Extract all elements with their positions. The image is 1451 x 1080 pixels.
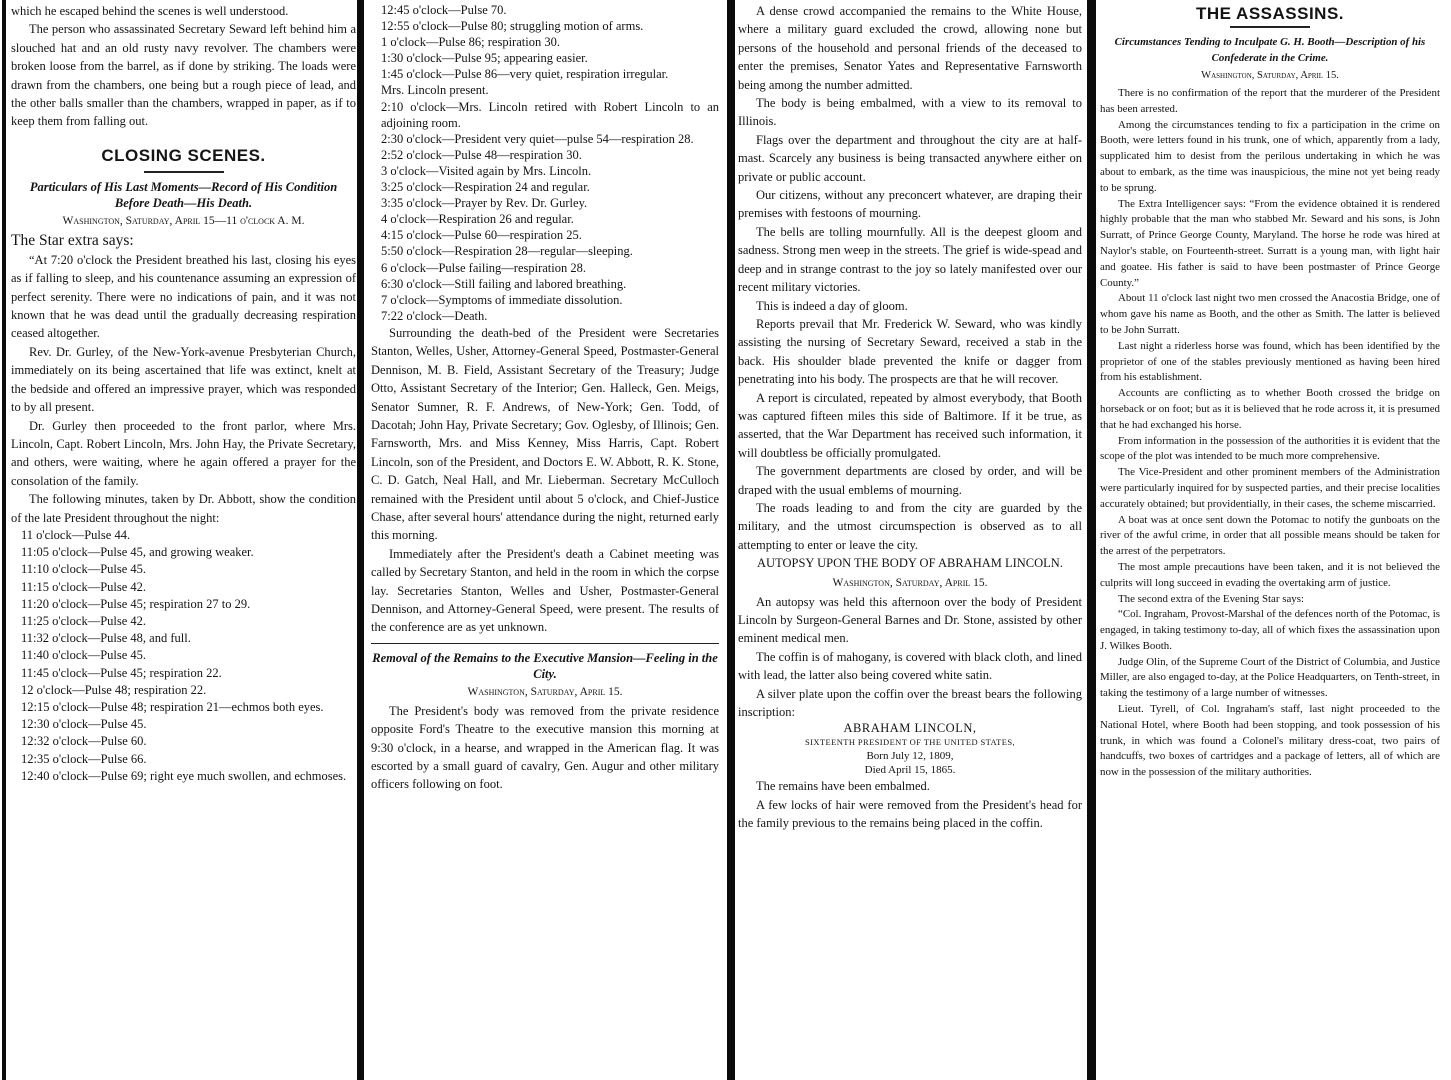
divider (144, 171, 224, 173)
paragraph: “At 7:20 o'clock the President breathed his last, closing his eyes as if falling to sleep, and his countenance assuming an expression of perfect serenity. There were no indications of pain, and it was not known that he was dead until the gradually decreasing respiration ceased altogether. (11, 252, 356, 341)
paragraph: Surrounding the death-bed of the President were Secretaries Stanton, Welles, Usher, Attorney-General Speed, Postmaster-General Dennison, M. B. Field, Assistant Secretary of the Treasury; Judge Otto, Assistant Secretary of the Interior; Gen. Halleck, Gen. Meigs, Senator Sumner, R. F. Andrews, of New-York; Gen. Todd, of Dacotah; John Hay, Private Secretary; Gov. Oglesby, of Illinois; Gen. Farnsworth, Mrs. and Miss Kenney, Miss Harris, Capt. Robert Lincoln, son of the President, and Doctors E. W. Abbott, R. K. Stone, C. D. Gatch, Neal Hall, and Mr. Lieberman. Secretary McCulloch remained with the President until about 5 o'clock, and Chief-Justice Chase, after several hours' attendance during the night, returned early this morning. (371, 325, 719, 543)
log-entry: 12:30 o'clock—Pulse 45. (21, 717, 147, 732)
paragraph: The government departments are closed by order, and will be draped with the usual emblems of mourning. (738, 464, 1082, 497)
pulse-log (11, 527, 356, 785)
column-3 (738, 0, 1082, 1080)
section-heading: AUTOPSY UPON THE BODY OF ABRAHAM LINCOLN. (757, 556, 1063, 571)
paragraph: Our citizens, without any preconcert whatever, are draping their premises with festoons of mourning. (738, 188, 1082, 221)
paragraph: From information in the possession of the authorities it is evident that the scope of the plot was intended to be much more comprehensive. (1100, 434, 1440, 463)
log-entry: 12:45 o'clock—Pulse 70. (381, 3, 507, 17)
log-entry: 6:30 o'clock—Still failing and labored breathing. (381, 276, 627, 291)
dateline: Washington, Saturday, April 15. (832, 576, 988, 589)
log-entry: 12:15 o'clock—Pulse 48; respiration 21—echmos both eyes. (21, 699, 324, 714)
log-entry: 3:25 o'clock—Respiration 24 and regular. (381, 180, 590, 195)
headline: THE ASSASSINS. (1195, 4, 1345, 23)
subheadline: Particulars of His Last Moments—Record of His Condition Before Death—His Death. (29, 179, 338, 210)
paragraph: The Vice-President and other prominent members of the Administration were particularly inquired for by suspected parties, and their precise localities accurately obtained; but providentially, in their cases, the scheme miscarried. (1100, 466, 1440, 510)
log-entry: 1:30 o'clock—Pulse 95; appearing easier. (381, 51, 588, 66)
column-rule (727, 0, 735, 1080)
log-entry: 11:45 o'clock—Pulse 45; respiration 22. (21, 665, 222, 680)
log-entry: 11 o'clock—Pulse 44. (21, 527, 131, 542)
log-entry: 6 o'clock—Pulse failing—respiration 28. (381, 260, 586, 275)
log-entry: 12 o'clock—Pulse 48; respiration 22. (21, 682, 207, 697)
log-entry: 3 o'clock—Visited again by Mrs. Lincoln. (381, 163, 592, 178)
log-entry: 12:40 o'clock—Pulse 69; right eye much swollen, and echmoses. (21, 768, 347, 783)
column-rule (2, 0, 6, 1080)
log-entry: 12:55 o'clock—Pulse 80; struggling motion of arms. (381, 19, 644, 34)
paragraph: The remains have been embalmed. (756, 779, 930, 794)
paragraph: Judge Olin, of the Supreme Court of the District of Columbia, and Justice Miller, are also engaged to-day, at the Police Headquarters, on Tenth-street, in taking the testimony of a large number of witnesses. (1100, 655, 1440, 700)
paragraph: A dense crowd accompanied the remains to the White House, where a military guard excluded the crowd, allowing none but persons of the household and personal friends of the deceased to enter the premises, Senator Yates and Representative Farnsworth being among the number admitted. (738, 4, 1082, 92)
paragraph: The coffin is of mahogany, is covered with black cloth, and lined with lead, the latter also being covered white satin. (738, 649, 1082, 683)
paragraph: The President's body was removed from the private residence opposite Ford's Theatre to the executive mansion this morning at 9:30 o'clock, in a hearse, and wrapped in the American flag. It was escorted by a small guard of cavalry, Gen. Augur and other military officers following on foot. (371, 703, 719, 792)
log-entry: 4 o'clock—Respiration 26 and regular. (381, 212, 574, 227)
inscription-died: Died April 15, 1865. (864, 764, 956, 777)
paragraph: Accounts are conflicting as to whether Booth crossed the bridge on horseback or on foot; but as it is believed that he rode across it, it is presumed that he had exchanged his horse. (1100, 387, 1440, 431)
paragraph: Flags over the department and throughout the city are at half-mast. Scarcely any business is being transacted anywhere either on private or public account. (738, 132, 1082, 184)
log-entry: 11:05 o'clock—Pulse 45, and growing weaker. (21, 545, 254, 560)
dateline: Washington, Saturday, April 15. (1201, 70, 1339, 81)
log-entry: 12:35 o'clock—Pulse 66. (21, 751, 147, 766)
log-entry: 7 o'clock—Symptoms of immediate dissolution. (381, 292, 623, 307)
paragraph: A silver plate upon the coffin over the breast bears the following inscription: (738, 686, 1082, 720)
log-entry: 12:32 o'clock—Pulse 60. (21, 734, 147, 749)
paragraph: Lieut. Tyrell, of Col. Ingraham's staff, last night proceeded to the National Hotel, where Booth had been stopping, and took possession of his trunk, in which was found a Colonel's military dress-coat, two pairs of handcuffs, two boxes of cartridges and a package of letters, all of which are now in the possession of the military authorities. (1100, 703, 1440, 779)
dateline: Washington, Saturday, April 15. (467, 685, 623, 698)
log-entry: Mrs. Lincoln present. (381, 83, 489, 98)
log-entry: 11:40 o'clock—Pulse 45. (21, 648, 147, 663)
paragraph: Among the circumstances tending to fix a participation in the crime on Booth, were letters found in his trunk, one of which, apparently from a lady, supplicated him to desist from the perilous undertaking in which he was about to embark, as the time was inauspicious, the mine not yet being ready to be sprung. (1100, 118, 1440, 194)
inscription-title: SIXTEENTH PRESIDENT OF THE UNITED STATES, (805, 737, 1015, 748)
subheadline: Circumstances Tending to Inculpate G. H. Booth—Description of his Confederate in the Crime. (1114, 36, 1426, 64)
dateline: Washington, Saturday, April 15—11 o'clock A. M. (62, 214, 305, 227)
column-rule (357, 0, 364, 1080)
column-4 (1100, 0, 1440, 1080)
paragraph: This is indeed a day of gloom. (756, 298, 908, 313)
paragraph: About 11 o'clock last night two men crossed the Anacostia Bridge, one of whom gave his name as Booth, and the other as Smith. The latter is believed to be John Surratt. (1100, 292, 1440, 336)
paragraph: There is no confirmation of the report that the murderer of the President has been arrested. (1100, 87, 1440, 115)
divider (371, 643, 719, 644)
column-rule (1087, 0, 1096, 1080)
paragraph: The bells are tolling mournfully. All is the deepest gloom and sadness. Strong men weep in the streets. The grief is wide-spead and deep and in strange contrast to the joy so lately manifested over our recent military victories. (738, 224, 1082, 295)
subheadline: Removal of the Remains to the Executive Mansion—Feeling in the City. (372, 650, 718, 681)
paragraph: The second extra of the Evening Star says: (1118, 592, 1304, 605)
paragraph: The Extra Intelligencer says: “From the evidence obtained it is rendered highly probable that the man who stabbed Mr. Seward and his sons, is John Surratt, of Prince George County, Maryland. The horse he rode was hired at Naylor's stable, on Fourteenth-street. Surratt is a young man, with light hair and goatee. His father is said to have been postmaster of Prince George County.” (1100, 197, 1440, 289)
paragraph: The roads leading to and from the city are guarded by the military, and the utmost circumspection is observed as to all attempting to enter or leave the city. (738, 500, 1082, 552)
paragraph: Immediately after the President's death a Cabinet meeting was called by Secretary Stanton, and held in the room in which the corpse lay. Secretaries Stanton, Welles and Usher, Postmaster-General Dennison, and Attorney-General Speed, were present. The results of the conference are as yet unknown. (371, 546, 719, 635)
paragraph: Last night a riderless horse was found, which has been identified by the proprietor of one of the stables previously mentioned as having been hired from his establishment. (1100, 339, 1440, 384)
paragraph: “Col. Ingraham, Provost-Marshal of the defences north of the Potomac, is engaged, in taking testimony to-day, all of which fixes the assassination upon J. Wilkes Booth. (1100, 608, 1440, 652)
inscription-born: Born July 12, 1809, (866, 750, 954, 763)
log-entry: 3:35 o'clock—Prayer by Rev. Dr. Gurley. (381, 196, 588, 211)
paragraph: The most ample precautions have been taken, and it is not believed the culprits will long succeed in evading the overtaking arm of justice. (1100, 560, 1440, 589)
log-entry: 11:32 o'clock—Pulse 48, and full. (21, 631, 191, 646)
log-entry: 1 o'clock—Pulse 86; respiration 30. (381, 35, 560, 50)
paragraph: Rev. Dr. Gurley, of the New-York-avenue Presbyterian Church, immediately on its being ascertained that life was extinct, knelt at the bedside and offered an impressive prayer, which was responded to by all present. (11, 344, 356, 415)
log-entry: 2:30 o'clock—President very quiet—pulse 54—respiration 28. (381, 131, 694, 146)
paragraph: An autopsy was held this afternoon over the body of President Lincoln by Surgeon-General Barnes and Dr. Stone, assisted by other eminent medical men. (738, 594, 1082, 646)
inscription-name: ABRAHAM LINCOLN, (843, 721, 977, 736)
paragraph: which he escaped behind the scenes is well understood. (11, 4, 289, 18)
paragraph: A few locks of hair were removed from the President's head for the family previous to the remains being placed in the coffin. (738, 797, 1082, 831)
headline: CLOSING SCENES. (101, 145, 266, 165)
paragraph: The Star extra says: (11, 231, 134, 249)
column-2 (371, 0, 719, 1080)
divider (1230, 26, 1310, 28)
log-entry: 11:10 o'clock—Pulse 45. (21, 562, 147, 577)
paragraph: The body is being embalmed, with a view to its removal to Illinois. (738, 96, 1082, 129)
log-entry: 2:52 o'clock—Pulse 48—respiration 30. (381, 147, 582, 162)
paragraph: Reports prevail that Mr. Frederick W. Seward, who was kindly assisting the nursing of Secretary Seward, received a stab in the back. His shoulder blade prevented the knife or dagger from penetrating into his body. The prospects are that he will recover. (738, 316, 1082, 387)
paragraph: Dr. Gurley then proceeded to the front parlor, where Mrs. Lincoln, Capt. Robert Lincoln, Mrs. John Hay, the Private Secretary, and others, were waiting, where he again offered a prayer for the consolation of the family. (11, 418, 356, 488)
log-entry: 11:15 o'clock—Pulse 42. (21, 579, 147, 594)
paragraph: A boat was at once sent down the Potomac to notify the gunboats on the river of the awful crime, in order that all possible means should be taken for the arrest of the perpetrators. (1100, 513, 1440, 558)
log-entry: 2:10 o'clock—Mrs. Lincoln retired with Robert Lincoln to an adjoining room. (381, 99, 719, 130)
log-entry: 5:50 o'clock—Respiration 28—regular—sleeping. (381, 244, 633, 259)
log-entry: 11:25 o'clock—Pulse 42. (21, 613, 147, 628)
log-entry: 11:20 o'clock—Pulse 45; respiration 27 to 29. (21, 596, 251, 611)
paragraph: The person who assassinated Secretary Seward left behind him a slouched hat and an old rusty navy revolver. The chambers were broken loose from the barrel, as if done by striking. The loads were drawn from the chambers, one being but a rough piece of lead, and the other balls smaller than the chambers, wrapped in paper, as if to keep them from falling out. (11, 22, 356, 129)
log-entry: 7:22 o'clock—Death. (381, 308, 488, 323)
pulse-log (371, 2, 719, 324)
column-1 (11, 0, 356, 1080)
log-entry: 1:45 o'clock—Pulse 86—very quiet, respiration irregular. (381, 67, 669, 82)
paragraph: The following minutes, taken by Dr. Abbott, show the condition of the late President throughout the night: (11, 492, 356, 525)
log-entry: 4:15 o'clock—Pulse 60—respiration 25. (381, 228, 582, 243)
paragraph: A report is circulated, repeated by almost everybody, that Booth was captured fifteen miles this side of Baltimore. If it be true, as asserted, that the War Department has received such information, it will doubtless be officially promulgated. (738, 390, 1082, 460)
